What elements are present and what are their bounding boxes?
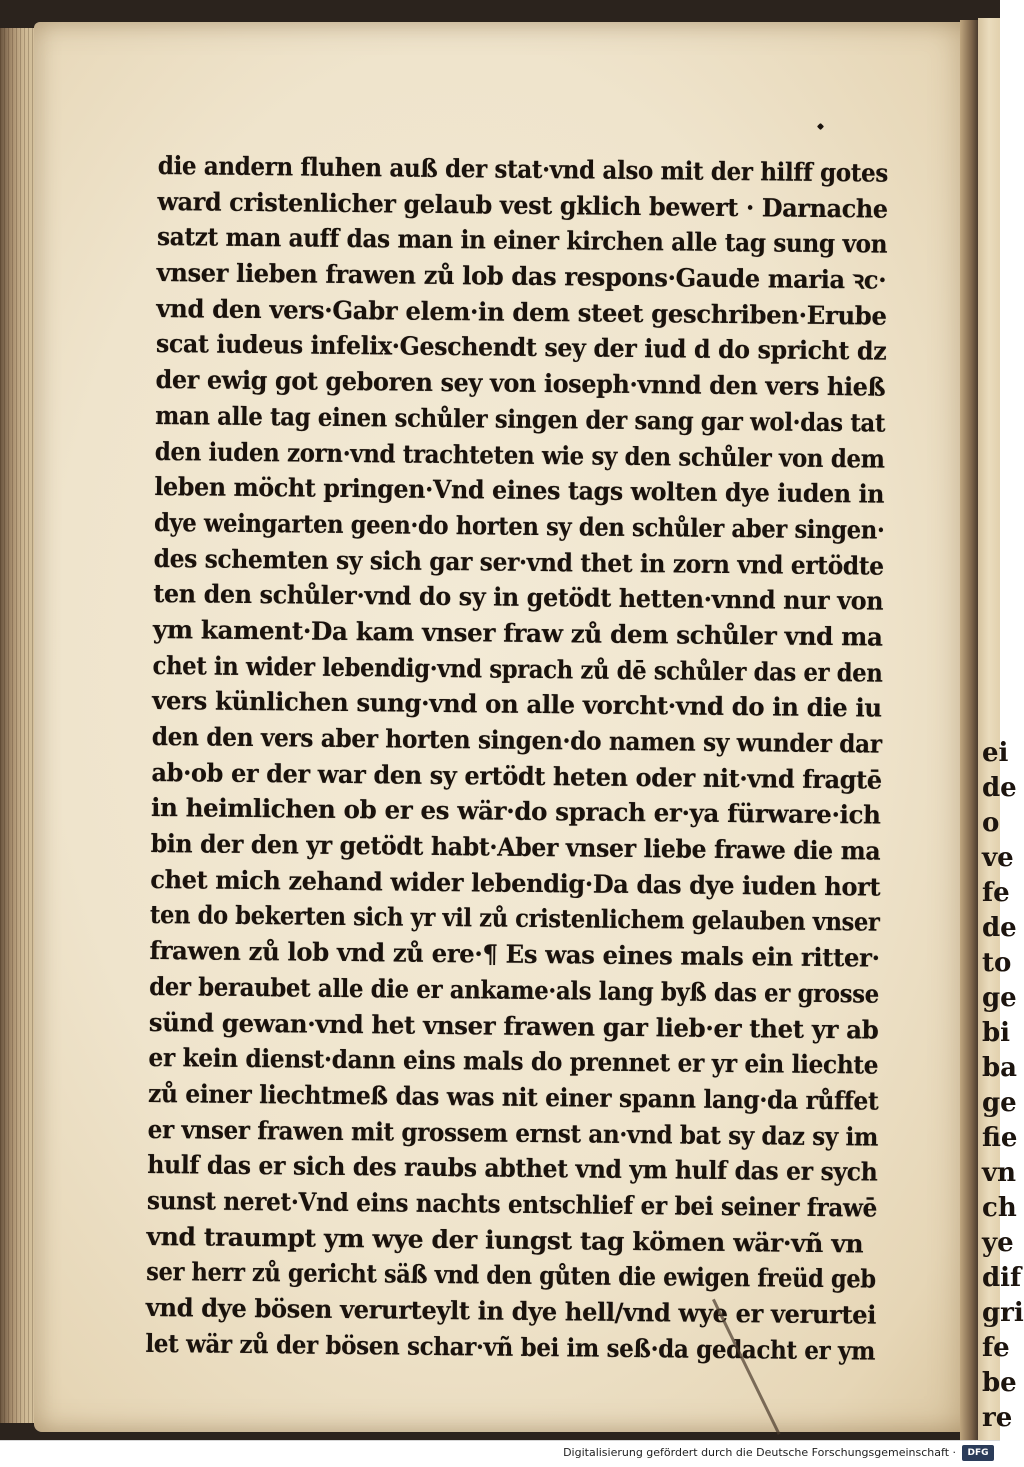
facing-page-fragment: vn bbox=[982, 1158, 1017, 1188]
text-line: sünd gewan·vnd het vnser frawen gar lieb·er thet yr ab bbox=[148, 1007, 879, 1045]
text-line: vnd den vers·Gabr elem·in dem steet geschriben·Erube bbox=[156, 293, 887, 331]
text-line: vnd traumpt ym wye der iungst tag kömen wär·vñ vn bbox=[146, 1221, 864, 1259]
facing-page-fragment: bi bbox=[982, 1018, 1011, 1048]
text-line: let wär zů der bösen schar·vñ bei im seß·da gedacht er ym bbox=[145, 1328, 876, 1366]
text-line: vnser lieben frawen zů lob das respons·Gaude maria ꝛc· bbox=[156, 258, 887, 295]
facing-page-fragment: ve bbox=[982, 843, 1014, 873]
text-line: ab·ob er der war den sy ertödt heten oder nit·vnd fragtē bbox=[151, 757, 882, 795]
text-line: er vnser frawen mit grossem ernst an·vnd bat sy daz sy im bbox=[147, 1114, 879, 1152]
text-line: chet in wider lebendig·vnd sprach zů dē schůler das er den bbox=[152, 650, 883, 688]
facing-page-fragment: ye bbox=[982, 1228, 1014, 1258]
footer-bar bbox=[0, 1440, 1000, 1467]
text-line: in heimlichen ob er es wär·do sprach er·ya fürware·ich bbox=[150, 793, 881, 830]
text-line: des schemten sy sich gar ser·vnd thet in zorn vnd ertödte bbox=[153, 543, 884, 581]
facing-page-fragment: dif bbox=[982, 1263, 1022, 1293]
facing-page-fragment: de bbox=[982, 913, 1017, 943]
text-line: bin der den yr getödt habt·Aber vnser liebe frawe die ma bbox=[150, 829, 881, 866]
text-line: chet mich zehand wider lebendig·Da das dye iuden hort bbox=[150, 864, 881, 902]
facing-page-fragment: ei bbox=[982, 738, 1009, 768]
text-line: der ewig got geboren sey von ioseph·vnnd den vers hieß bbox=[155, 365, 886, 402]
text-line: ym kament·Da kam vnser fraw zů dem schůler vnd ma bbox=[152, 614, 883, 652]
text-column bbox=[145, 148, 888, 1369]
text-line: hulf das er sich des raubs abthet vnd ym hulf das er sych bbox=[147, 1150, 878, 1187]
facing-page-fragment: fe bbox=[982, 878, 1010, 908]
dfg-logo: DFG bbox=[962, 1445, 994, 1461]
text-line: den iuden zorn·vnd trachteten wie sy den schůler von dem bbox=[154, 436, 885, 474]
facing-page-fragment: fe bbox=[982, 1333, 1010, 1363]
text-line: vers künlichen sung·vnd on alle vorcht·vnd do in die iu bbox=[152, 686, 882, 723]
facing-page-fragment: fie bbox=[982, 1123, 1018, 1153]
facing-page-fragment: ge bbox=[982, 1088, 1017, 1118]
facing-page-fragment: to bbox=[982, 948, 1012, 978]
text-line: zů einer liechtmeß das was nit einer spann lang·da růffet bbox=[147, 1078, 879, 1116]
facing-page-fragment: gri bbox=[982, 1298, 1024, 1328]
text-line: ser herr zů gericht säß vnd den gůten die ewigen freüd geb bbox=[146, 1257, 876, 1294]
text-line: man alle tag einen schůler singen der sang gar wol·das tat bbox=[155, 400, 886, 438]
text-line: er kein dienst·dann eins mals do prennet er yr ein liechte bbox=[148, 1043, 879, 1080]
text-line: satzt man auff das man in einer kirchen alle tag sung von bbox=[156, 222, 888, 260]
text-line: den den vers aber horten singen·do namen sy wunder dar bbox=[151, 721, 882, 759]
facing-page-fragment: de bbox=[982, 773, 1017, 803]
text-line: ward cristenlicher gelaub vest gklich bewert · Darnache bbox=[157, 186, 888, 224]
facing-page-edge bbox=[978, 18, 1024, 1440]
text-line: ten den schůler·vnd do sy in getödt hetten·vnnd nur von bbox=[153, 579, 884, 616]
text-line: sunst neret·Vnd eins nachts entschlief er bei seiner frawē bbox=[146, 1185, 878, 1223]
facing-page-fragment: ge bbox=[982, 983, 1017, 1013]
facing-page-fragment: o bbox=[982, 808, 1000, 838]
facing-page-fragment: ba bbox=[982, 1053, 1018, 1083]
book-gutter bbox=[960, 20, 980, 1440]
facing-page-fragment: re bbox=[982, 1403, 1013, 1433]
facing-page-fragment: ch bbox=[982, 1193, 1017, 1223]
funding-credit: Digitalisierung gefördert durch die Deutsche Forschungsgemeinschaft · bbox=[563, 1446, 956, 1459]
facing-page-fragment: be bbox=[982, 1368, 1017, 1398]
text-line: dye weingarten geen·do horten sy den schůler aber singen· bbox=[153, 507, 885, 545]
text-line: die andern fluhen auß der stat·vnd also mit der hilff gotes bbox=[157, 150, 889, 188]
text-line: frawen zů lob vnd zů ere·¶ Es was eines mals ein ritter· bbox=[149, 936, 880, 973]
text-line: scat iudeus infelix·Geschendt sey der iud d do spricht dz bbox=[155, 329, 887, 367]
text-line: leben möcht pringen·Vnd eines tags wolten dye iuden in bbox=[154, 472, 885, 509]
text-line: ten do bekerten sich yr vil zů cristenlichem gelauben vnser bbox=[149, 900, 880, 938]
text-line: der beraubet alle die er ankame·als lang byß das er grosse bbox=[149, 971, 879, 1009]
text-line: vnd dye bösen verurteylt in dye hell/vnd wye er verurtei bbox=[145, 1292, 877, 1330]
